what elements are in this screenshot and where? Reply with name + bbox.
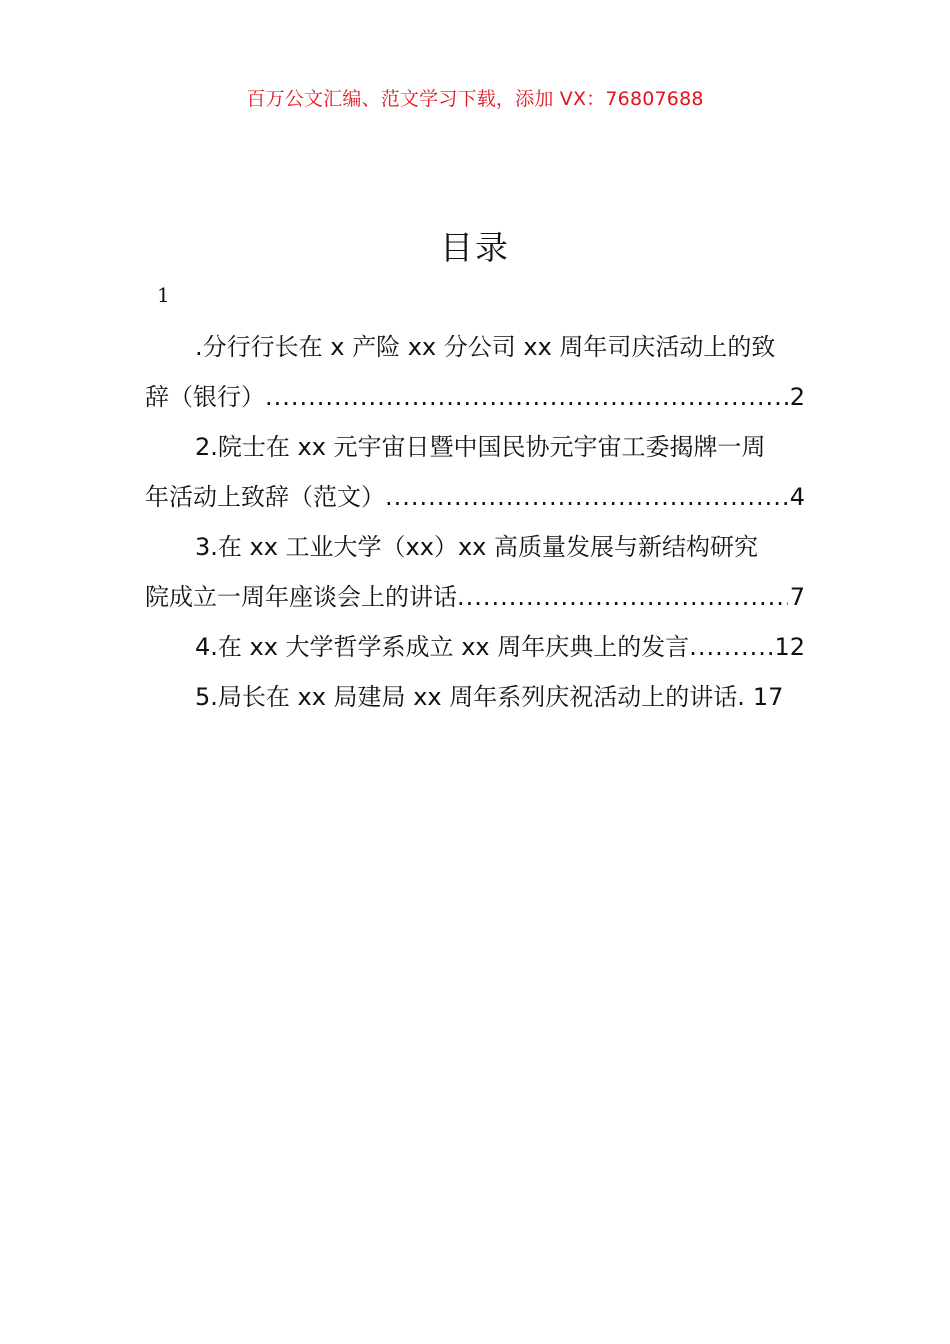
dot-leader (265, 372, 788, 422)
toc-entry-title-continued: 辞（银行） (145, 383, 265, 411)
page-title: 目录 (440, 228, 510, 267)
toc-entry-2[interactable] (145, 422, 805, 522)
toc-entry-4[interactable] (145, 622, 805, 672)
toc-entry-title: .分行行长在 x 产险 xx 分公司 xx 周年司庆活动上的致 (195, 333, 776, 361)
toc-entry-page: 7 (789, 583, 805, 611)
page-number: 1 (157, 283, 170, 307)
dot-leader (385, 472, 788, 522)
toc-entry-1[interactable] (145, 322, 805, 422)
toc-entry-title: 5.局长在 xx 局建局 xx 周年系列庆祝活动上的讲话. (195, 683, 745, 711)
toc-entry-title: 3.在 xx 工业大学（xx）xx 高质量发展与新结构研究 (195, 533, 759, 561)
toc-entry-title-continued: 院成立一周年座谈会上的讲话 (145, 583, 457, 611)
toc-entry-5[interactable] (145, 672, 805, 722)
toc-entry-title: 4.在 xx 大学哲学系成立 xx 周年庆典上的发言 (195, 633, 690, 661)
toc-entry-page: 12 (774, 633, 805, 661)
dot-leader (689, 622, 772, 672)
header-watermark-text: 百万公文汇编、范文学习下载，添加 VX：76807688 (246, 88, 704, 110)
table-of-contents (145, 322, 805, 722)
toc-entry-page: 2 (789, 383, 805, 411)
toc-entry-page: 17 (752, 683, 784, 711)
toc-entry-title-continued: 年活动上致辞（范文） (145, 483, 385, 511)
toc-entry-3[interactable] (145, 522, 805, 622)
dot-leader (457, 572, 788, 622)
toc-entry-title: 2.院士在 xx 元宇宙日暨中国民协元宇宙工委揭牌一周 (195, 433, 766, 461)
toc-entry-page: 4 (789, 483, 805, 511)
